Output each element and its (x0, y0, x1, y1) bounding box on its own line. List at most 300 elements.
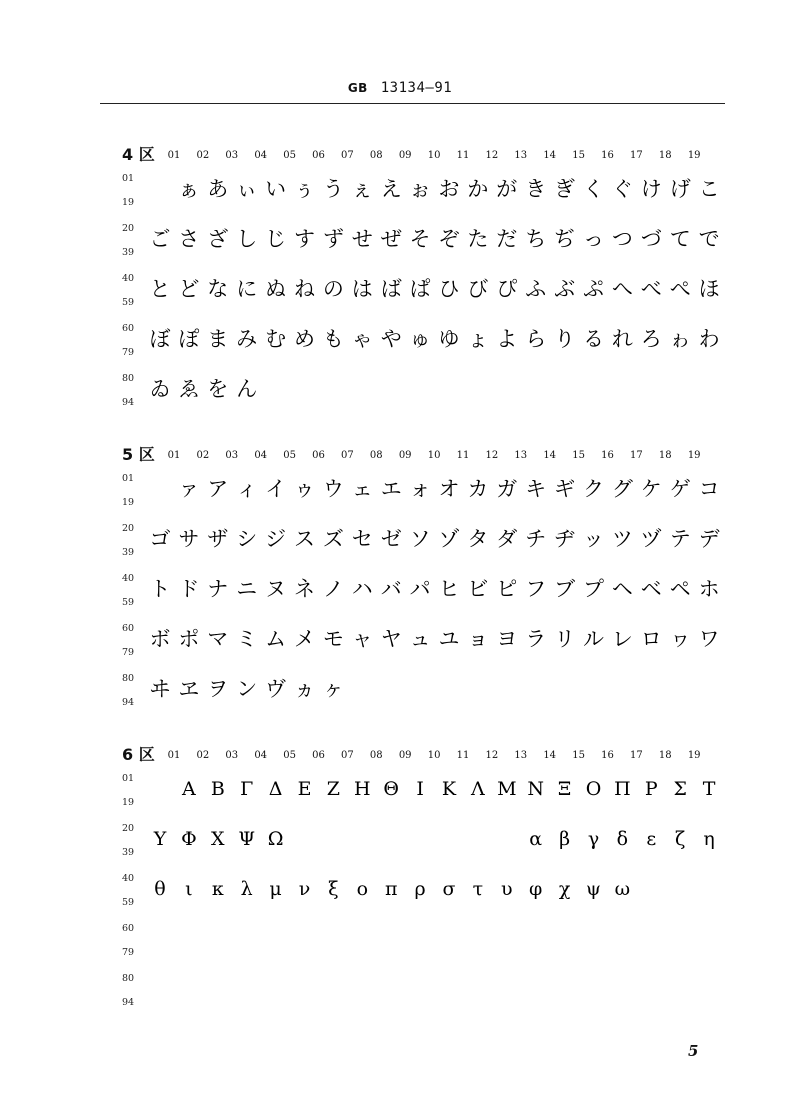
character-glyph: ぴ (496, 277, 518, 301)
character-glyph: ゅ (409, 327, 431, 351)
character-glyph: ビ (467, 577, 489, 601)
character-glyph: ヤ (380, 627, 402, 651)
character-glyph: α (529, 828, 543, 850)
character-glyph: Μ (497, 778, 517, 800)
row-end-number: 39 (122, 847, 135, 858)
character-glyph: め (294, 327, 315, 351)
character-glyph: け (640, 177, 662, 201)
column-number: 11 (456, 150, 470, 161)
character-glyph: オ (438, 477, 460, 501)
character-glyph: ア (207, 477, 229, 501)
character-glyph: フ (525, 577, 547, 601)
character-glyph: ッ (583, 527, 604, 551)
code-section (0, 747, 800, 1017)
character-glyph: ぎ (554, 177, 576, 201)
character-glyph: ぬ (265, 277, 287, 301)
character-glyph: ο (356, 878, 369, 900)
character-glyph: ト (149, 577, 171, 601)
character-glyph: プ (583, 577, 604, 601)
column-number: 10 (427, 150, 441, 161)
column-number: 18 (658, 750, 672, 761)
character-glyph: γ (587, 828, 600, 850)
column-number: 07 (341, 450, 354, 461)
character-glyph: Υ (153, 828, 167, 850)
standard-prefix: GB (347, 81, 368, 95)
character-glyph: Ε (297, 778, 312, 800)
character-glyph: μ (269, 878, 282, 900)
character-glyph: ヱ (178, 677, 200, 701)
row-start-number: 80 (122, 973, 135, 984)
column-number: 12 (485, 450, 499, 461)
column-number: 03 (225, 150, 239, 161)
character-glyph: ぃ (236, 177, 258, 201)
character-glyph: Ω (267, 828, 284, 850)
row-start-number: 20 (122, 223, 135, 234)
character-glyph: ハ (351, 577, 373, 601)
character-glyph: ゾ (438, 527, 460, 551)
character-glyph: チ (525, 527, 547, 551)
column-number: 13 (514, 750, 528, 761)
column-number: 18 (658, 150, 672, 161)
character-glyph: φ (529, 878, 543, 900)
column-number: 14 (543, 450, 557, 461)
code-section (0, 447, 800, 717)
character-glyph: ん (236, 377, 258, 401)
section-label: 6 区 (122, 745, 155, 764)
row-end-number: 79 (122, 647, 135, 658)
column-number: 04 (254, 150, 268, 161)
character-glyph: ゼ (380, 527, 402, 551)
character-glyph: κ (211, 878, 224, 900)
row-start-number: 60 (122, 623, 135, 634)
column-number: 16 (601, 150, 614, 161)
column-number: 06 (312, 750, 325, 761)
character-glyph: Κ (441, 778, 457, 800)
character-glyph: Θ (383, 778, 399, 800)
character-glyph: っ (583, 227, 604, 251)
character-glyph: ク (583, 477, 604, 501)
character-glyph: ば (380, 277, 402, 301)
character-glyph: を (207, 377, 229, 401)
character-glyph: お (438, 177, 460, 201)
character-glyph: タ (467, 527, 489, 551)
column-number: 03 (225, 450, 239, 461)
character-glyph: ユ (438, 627, 460, 651)
character-glyph: Ψ (238, 828, 256, 850)
character-glyph: Β (210, 778, 225, 800)
column-number: 05 (283, 750, 296, 761)
character-glyph: ψ (586, 878, 601, 900)
character-glyph: ヰ (149, 677, 171, 701)
row-start-number: 20 (122, 523, 135, 534)
character-glyph: ヘ (611, 577, 633, 601)
character-glyph: ぁ (178, 177, 200, 201)
character-glyph: ゐ (149, 377, 171, 401)
character-glyph: ラ (525, 627, 547, 651)
character-glyph: ゃ (351, 327, 373, 351)
column-number: 17 (630, 450, 643, 461)
character-glyph: ピ (496, 577, 518, 601)
character-glyph: Δ (268, 778, 283, 800)
row-end-number: 19 (122, 197, 135, 208)
character-glyph: ι (185, 878, 193, 900)
character-glyph: ザ (207, 527, 229, 551)
character-glyph: η (703, 828, 715, 850)
character-glyph: ν (298, 878, 311, 900)
character-glyph: Π (614, 778, 631, 800)
character-glyph: ジ (265, 527, 287, 551)
character-glyph: た (467, 227, 489, 251)
character-glyph: ω (614, 878, 631, 900)
character-glyph: ず (322, 227, 344, 251)
character-glyph: む (265, 327, 287, 351)
row-start-number: 40 (122, 573, 135, 584)
character-glyph: ら (525, 327, 547, 351)
character-glyph: く (583, 177, 604, 201)
character-glyph: ャ (351, 627, 373, 651)
character-glyph: だ (496, 227, 518, 251)
character-glyph: レ (611, 627, 633, 651)
character-glyph: き (525, 177, 547, 201)
character-glyph: そ (409, 227, 431, 251)
character-glyph: ぶ (554, 277, 576, 301)
row-start-number: 01 (122, 473, 135, 484)
character-glyph: ボ (149, 627, 171, 651)
column-number: 07 (341, 750, 354, 761)
column-number: 01 (167, 150, 181, 161)
column-number: 03 (225, 750, 239, 761)
character-glyph: ペ (669, 577, 691, 601)
character-glyph: し (236, 227, 258, 251)
character-glyph: ぺ (669, 277, 691, 301)
column-number: 05 (283, 150, 296, 161)
character-glyph: ほ (698, 277, 720, 301)
character-glyph: ベ (640, 577, 662, 601)
character-glyph: Ζ (326, 778, 340, 800)
column-number: 04 (254, 750, 268, 761)
character-glyph: ホ (698, 577, 720, 601)
character-glyph: ぼ (149, 327, 171, 351)
column-number: 18 (658, 450, 672, 461)
character-glyph: ソ (409, 527, 431, 551)
character-glyph: σ (442, 878, 456, 900)
character-glyph: マ (207, 627, 229, 651)
character-glyph: び (467, 277, 489, 301)
character-glyph: と (149, 277, 171, 301)
character-glyph: コ (698, 477, 720, 501)
character-glyph: ガ (496, 477, 518, 501)
character-glyph: Λ (471, 778, 485, 800)
character-glyph: リ (554, 627, 576, 651)
character-glyph: あ (207, 177, 229, 201)
character-glyph: ル (583, 627, 604, 651)
row-end-number: 94 (122, 697, 135, 708)
row-start-number: 01 (122, 173, 135, 184)
character-glyph: せ (351, 227, 373, 251)
character-glyph: ン (236, 677, 258, 701)
row-start-number: 80 (122, 373, 135, 384)
character-glyph: の (322, 277, 344, 301)
character-glyph: ヲ (207, 677, 229, 701)
column-number: 06 (312, 150, 325, 161)
character-glyph: ヨ (496, 627, 518, 651)
column-number: 02 (196, 150, 210, 161)
character-glyph: Ρ (644, 778, 658, 800)
character-glyph: ロ (640, 627, 662, 651)
column-number: 13 (514, 450, 528, 461)
character-glyph: メ (294, 627, 315, 651)
character-glyph: じ (265, 227, 287, 251)
character-glyph: Σ (673, 778, 687, 800)
character-glyph: ナ (207, 577, 229, 601)
column-number: 05 (283, 450, 296, 461)
character-glyph: な (207, 277, 229, 301)
row-start-number: 01 (122, 773, 135, 784)
character-glyph: ε (646, 828, 657, 850)
column-number: 15 (572, 150, 585, 161)
character-glyph: δ (616, 828, 629, 850)
section-label: 5 区 (122, 445, 155, 464)
character-glyph: ド (178, 577, 200, 601)
character-glyph: ゥ (294, 477, 315, 501)
character-glyph: ゆ (438, 327, 460, 351)
row-end-number: 19 (122, 497, 135, 508)
character-glyph: ケ (640, 477, 662, 501)
character-glyph: ね (294, 277, 315, 301)
character-glyph: Φ (181, 828, 197, 850)
character-glyph: Η (354, 778, 371, 800)
character-glyph: ヂ (554, 527, 576, 551)
character-glyph: ζ (675, 828, 686, 850)
character-glyph: い (265, 177, 287, 201)
character-glyph: や (380, 327, 402, 351)
character-glyph: ろ (640, 327, 662, 351)
character-glyph: ふ (525, 277, 547, 301)
column-number: 04 (254, 450, 268, 461)
character-glyph: げ (669, 177, 691, 201)
column-number: 19 (687, 150, 701, 161)
character-glyph: ォ (409, 477, 431, 501)
character-glyph: す (294, 227, 315, 251)
character-glyph: モ (322, 627, 344, 651)
character-glyph: π (384, 878, 398, 900)
character-glyph: ぞ (438, 227, 460, 251)
character-glyph: み (236, 327, 258, 351)
character-glyph: バ (380, 577, 402, 601)
character-glyph: イ (265, 477, 287, 501)
character-glyph: ギ (554, 477, 576, 501)
character-glyph: カ (467, 477, 489, 501)
page-number: 5 (688, 1042, 699, 1060)
column-number: 13 (514, 150, 528, 161)
character-glyph: よ (496, 327, 518, 351)
column-number: 14 (543, 150, 557, 161)
character-glyph: ひ (438, 277, 460, 301)
character-glyph: ミ (236, 627, 258, 651)
character-glyph: ぅ (294, 177, 315, 201)
character-glyph: Ο (585, 778, 602, 800)
row-start-number: 60 (122, 323, 135, 334)
character-glyph: ち (525, 227, 547, 251)
column-number: 02 (196, 450, 210, 461)
column-number: 15 (572, 750, 585, 761)
character-glyph: θ (154, 878, 166, 900)
character-glyph: キ (525, 477, 547, 501)
column-number: 08 (369, 150, 383, 161)
character-glyph: ョ (467, 627, 489, 651)
row-end-number: 59 (122, 897, 135, 908)
character-glyph: ヶ (322, 677, 344, 701)
character-glyph: ム (265, 627, 287, 651)
column-number: 09 (398, 150, 412, 161)
character-glyph: ぇ (351, 177, 373, 201)
column-number: 09 (398, 750, 412, 761)
character-glyph: ヒ (438, 577, 460, 601)
row-start-number: 40 (122, 873, 135, 884)
row-start-number: 40 (122, 273, 135, 284)
character-glyph: う (322, 177, 344, 201)
character-glyph: エ (380, 477, 402, 501)
character-glyph: わ (698, 327, 720, 351)
character-glyph: る (583, 327, 604, 351)
character-glyph: Τ (702, 778, 716, 800)
code-section (0, 147, 800, 417)
character-glyph: ブ (554, 577, 576, 601)
character-glyph: ニ (236, 577, 258, 601)
column-number: 12 (485, 750, 499, 761)
row-start-number: 80 (122, 673, 135, 684)
character-glyph: Ν (527, 778, 544, 800)
row-end-number: 94 (122, 997, 135, 1008)
column-number: 19 (687, 450, 701, 461)
column-number: 12 (485, 150, 499, 161)
character-glyph: ぉ (409, 177, 431, 201)
character-glyph: パ (409, 577, 431, 601)
character-glyph: が (496, 177, 518, 201)
character-glyph: ぷ (583, 277, 604, 301)
character-glyph: も (322, 327, 344, 351)
character-glyph: れ (611, 327, 633, 351)
row-start-number: 20 (122, 823, 135, 834)
character-glyph: で (698, 227, 720, 251)
character-glyph: ぜ (380, 227, 402, 251)
row-end-number: 19 (122, 797, 135, 808)
character-glyph: ま (207, 327, 229, 351)
column-number: 19 (687, 750, 701, 761)
character-glyph: つ (611, 227, 633, 251)
character-glyph: ダ (496, 527, 518, 551)
character-glyph: ぽ (178, 327, 200, 351)
section-label: 4 区 (122, 145, 155, 164)
character-glyph: υ (501, 878, 513, 900)
character-glyph: ズ (322, 527, 344, 551)
character-glyph: シ (236, 527, 258, 551)
character-glyph: ゲ (669, 477, 691, 501)
character-glyph: ェ (351, 477, 373, 501)
column-number: 06 (312, 450, 325, 461)
character-glyph: ヴ (265, 677, 287, 701)
character-glyph: ヌ (265, 577, 287, 601)
character-glyph: て (669, 227, 691, 251)
character-glyph: ゎ (669, 327, 691, 351)
character-glyph: ぱ (409, 277, 431, 301)
character-glyph: ょ (467, 327, 489, 351)
character-glyph: ぢ (554, 227, 576, 251)
column-number: 08 (369, 450, 383, 461)
character-glyph: ヅ (640, 527, 662, 551)
column-number: 14 (543, 750, 557, 761)
column-number: 01 (167, 450, 181, 461)
character-glyph: τ (472, 878, 484, 900)
character-glyph: β (559, 828, 571, 850)
column-number: 17 (630, 150, 643, 161)
character-glyph: づ (640, 227, 662, 251)
character-glyph: ぐ (611, 177, 633, 201)
character-glyph: ィ (236, 477, 258, 501)
character-glyph: さ (178, 227, 200, 251)
character-glyph: に (236, 277, 258, 301)
row-end-number: 59 (122, 597, 135, 608)
character-glyph: Χ (211, 828, 225, 850)
column-number: 10 (427, 450, 441, 461)
character-glyph: ど (178, 277, 200, 301)
column-number: 02 (196, 750, 210, 761)
column-number: 01 (167, 750, 181, 761)
character-glyph: ウ (322, 477, 344, 501)
column-number: 11 (456, 450, 470, 461)
character-glyph: ヮ (669, 627, 691, 651)
character-glyph: こ (698, 177, 720, 201)
character-glyph: χ (558, 878, 571, 900)
row-end-number: 39 (122, 547, 135, 558)
character-glyph: Ξ (557, 778, 572, 800)
column-number: 17 (630, 750, 643, 761)
row-end-number: 39 (122, 247, 135, 258)
character-glyph: Ι (416, 778, 424, 800)
row-end-number: 59 (122, 297, 135, 308)
column-number: 08 (369, 750, 383, 761)
character-glyph: ポ (178, 627, 200, 651)
character-glyph: デ (698, 527, 720, 551)
row-start-number: 60 (122, 923, 135, 934)
character-glyph: は (351, 277, 373, 301)
character-glyph: ざ (207, 227, 229, 251)
column-number: 15 (572, 450, 585, 461)
character-glyph: サ (178, 527, 200, 551)
character-glyph: ュ (409, 627, 431, 651)
character-glyph: ス (294, 527, 315, 551)
column-number: 16 (601, 450, 614, 461)
header-rule (100, 103, 725, 104)
character-glyph: セ (351, 527, 373, 551)
character-glyph: ご (149, 227, 171, 251)
character-glyph: ゑ (178, 377, 200, 401)
character-glyph: か (467, 177, 489, 201)
character-glyph: グ (611, 477, 633, 501)
column-number: 11 (456, 750, 470, 761)
character-glyph: Γ (240, 778, 254, 800)
character-glyph: Α (182, 778, 196, 800)
character-glyph: ρ (414, 878, 426, 900)
character-glyph: り (554, 327, 576, 351)
column-number: 07 (341, 150, 354, 161)
page-header (0, 80, 800, 96)
character-glyph: ワ (698, 627, 720, 651)
character-glyph: ξ (328, 878, 339, 900)
column-number: 09 (398, 450, 412, 461)
row-end-number: 79 (122, 347, 135, 358)
row-end-number: 94 (122, 397, 135, 408)
